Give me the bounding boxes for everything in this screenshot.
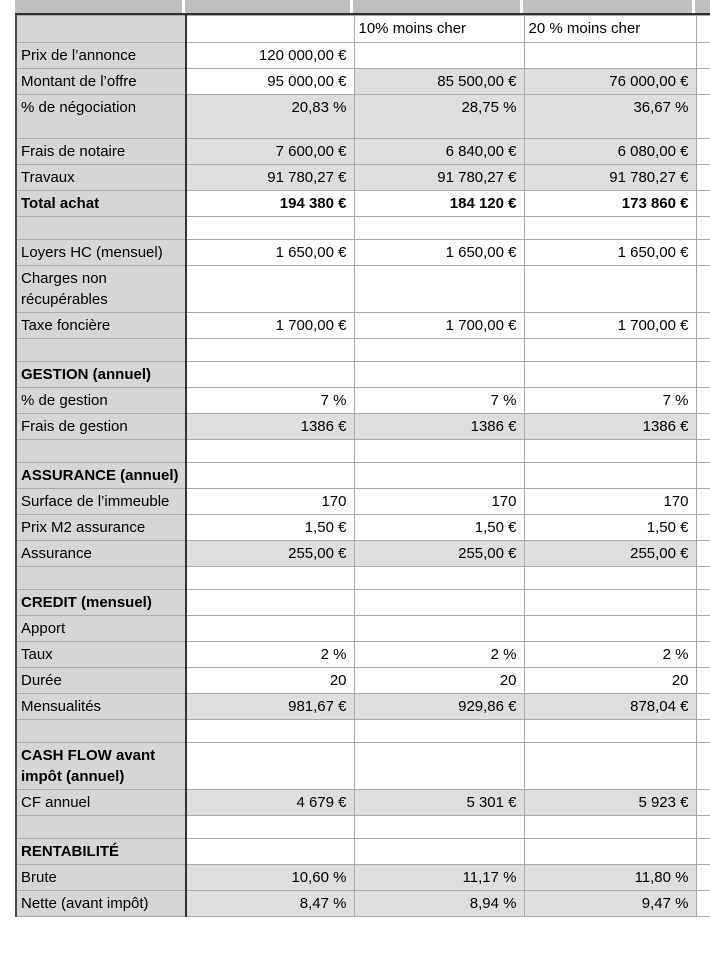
table-row <box>16 590 710 616</box>
table-row <box>16 240 710 266</box>
spacer-row <box>16 816 710 839</box>
value-cell[interactable] <box>186 816 354 839</box>
scenario-header-cell[interactable] <box>186 16 354 43</box>
cutoff-cell[interactable] <box>696 69 710 95</box>
row-label[interactable]: Brute <box>16 865 186 891</box>
cutoff-cell[interactable] <box>696 720 710 743</box>
value-cell[interactable]: 1 650,00 € <box>524 240 696 266</box>
value-cell[interactable]: 2 % <box>186 642 354 668</box>
value-cell[interactable]: 1 700,00 € <box>354 313 524 339</box>
value-cell[interactable]: 2 % <box>354 642 524 668</box>
cutoff-cell[interactable] <box>696 790 710 816</box>
value-cell[interactable]: 8,47 % <box>186 891 354 917</box>
value-cell[interactable] <box>354 743 524 790</box>
cutoff-cell[interactable] <box>696 668 710 694</box>
row-label[interactable]: GESTION (annuel) <box>16 362 186 388</box>
table-row <box>16 266 710 313</box>
value-cell[interactable]: 2 % <box>524 642 696 668</box>
value-cell[interactable]: 11,17 % <box>354 865 524 891</box>
row-label[interactable]: Frais de gestion <box>16 414 186 440</box>
value-cell[interactable]: 1 700,00 € <box>186 313 354 339</box>
value-cell[interactable] <box>186 567 354 590</box>
cutoff-cell[interactable] <box>696 541 710 567</box>
value-cell[interactable]: 184 120 € <box>354 191 524 217</box>
table-row <box>16 541 710 567</box>
scenario-header-cell[interactable]: 20 % moins cher <box>524 16 696 43</box>
value-cell[interactable]: 1 650,00 € <box>186 240 354 266</box>
cutoff-cell[interactable] <box>696 43 710 69</box>
table-row <box>16 165 710 191</box>
spacer-row <box>16 217 710 240</box>
row-label[interactable]: Taxe foncière <box>16 313 186 339</box>
cutoff-cell[interactable] <box>696 362 710 388</box>
row-label[interactable]: % de négociation <box>16 95 186 139</box>
value-cell[interactable] <box>354 43 524 69</box>
value-cell[interactable]: 8,94 % <box>354 891 524 917</box>
value-cell[interactable] <box>186 720 354 743</box>
cutoff-cell[interactable] <box>696 414 710 440</box>
table-row <box>16 362 710 388</box>
value-cell[interactable]: 6 840,00 € <box>354 139 524 165</box>
row-label[interactable]: Nette (avant impôt) <box>16 891 186 917</box>
cutoff-cell[interactable] <box>696 590 710 616</box>
value-cell[interactable] <box>186 362 354 388</box>
value-cell[interactable]: 255,00 € <box>186 541 354 567</box>
value-cell[interactable] <box>186 590 354 616</box>
table-row <box>16 743 710 790</box>
table-row <box>16 489 710 515</box>
value-cell[interactable] <box>186 217 354 240</box>
row-label[interactable]: Charges non récupérables <box>16 266 186 313</box>
value-cell[interactable]: 95 000,00 € <box>186 69 354 95</box>
value-cell[interactable] <box>524 743 696 790</box>
cutoff-cell[interactable] <box>696 440 710 463</box>
value-cell[interactable] <box>186 339 354 362</box>
value-cell[interactable]: 1 650,00 € <box>354 240 524 266</box>
value-cell[interactable] <box>354 463 524 489</box>
table-row <box>16 642 710 668</box>
row-label[interactable]: Prix M2 assurance <box>16 515 186 541</box>
row-label[interactable] <box>16 567 186 590</box>
value-cell[interactable]: 170 <box>354 489 524 515</box>
table-row <box>16 95 710 139</box>
row-label[interactable]: CF annuel <box>16 790 186 816</box>
value-cell[interactable] <box>524 616 696 642</box>
spacer-row <box>16 339 710 362</box>
value-cell[interactable] <box>354 362 524 388</box>
value-cell[interactable]: 194 380 € <box>186 191 354 217</box>
cutoff-cell[interactable] <box>696 191 710 217</box>
value-cell[interactable]: 6 080,00 € <box>524 139 696 165</box>
column-header-strip <box>15 0 710 15</box>
row-label[interactable]: Apport <box>16 616 186 642</box>
value-cell[interactable] <box>354 339 524 362</box>
cutoff-cell[interactable] <box>696 313 710 339</box>
value-cell[interactable]: 7 % <box>524 388 696 414</box>
value-cell[interactable]: 20 <box>524 668 696 694</box>
value-cell[interactable]: 7 600,00 € <box>186 139 354 165</box>
value-cell[interactable] <box>524 362 696 388</box>
value-cell[interactable]: 1,50 € <box>186 515 354 541</box>
cutoff-cell[interactable] <box>696 16 710 43</box>
cutoff-cell[interactable] <box>696 217 710 240</box>
row-label[interactable] <box>16 720 186 743</box>
table-row <box>16 891 710 917</box>
value-cell[interactable] <box>354 217 524 240</box>
value-cell[interactable]: 36,67 % <box>524 95 696 139</box>
value-cell[interactable] <box>524 816 696 839</box>
cutoff-cell[interactable] <box>696 489 710 515</box>
value-cell[interactable] <box>186 440 354 463</box>
cutoff-cell[interactable] <box>696 339 710 362</box>
column-stub-edge[interactable] <box>695 0 710 13</box>
scenario-table-body <box>16 16 710 917</box>
value-cell[interactable]: 7 % <box>186 388 354 414</box>
row-label[interactable] <box>16 816 186 839</box>
row-label[interactable] <box>16 440 186 463</box>
row-label[interactable]: Mensualités <box>16 694 186 720</box>
scenario-header-cell[interactable]: 10% moins cher <box>354 16 524 43</box>
row-label[interactable]: % de gestion <box>16 388 186 414</box>
value-cell[interactable]: 1,50 € <box>354 515 524 541</box>
value-cell[interactable] <box>186 266 354 313</box>
value-cell[interactable] <box>354 266 524 313</box>
cutoff-cell[interactable] <box>696 642 710 668</box>
table-row <box>16 388 710 414</box>
cutoff-cell[interactable] <box>696 139 710 165</box>
value-cell[interactable]: 1386 € <box>354 414 524 440</box>
spacer-row <box>16 720 710 743</box>
value-cell[interactable]: 20,83 % <box>186 95 354 139</box>
value-cell[interactable]: 120 000,00 € <box>186 43 354 69</box>
row-label[interactable]: Travaux <box>16 165 186 191</box>
table-row <box>16 414 710 440</box>
spacer-row <box>16 440 710 463</box>
value-cell[interactable]: 28,75 % <box>354 95 524 139</box>
row-label[interactable]: Taux <box>16 642 186 668</box>
row-label[interactable]: Assurance <box>16 541 186 567</box>
value-cell[interactable] <box>354 616 524 642</box>
value-cell[interactable]: 10,60 % <box>186 865 354 891</box>
value-cell[interactable]: 255,00 € <box>524 541 696 567</box>
cutoff-cell[interactable] <box>696 694 710 720</box>
value-cell[interactable]: 1,50 € <box>524 515 696 541</box>
value-cell[interactable]: 9,47 % <box>524 891 696 917</box>
row-label[interactable]: ASSURANCE (annuel) <box>16 463 186 489</box>
value-cell[interactable]: 981,67 € <box>186 694 354 720</box>
value-cell[interactable] <box>186 463 354 489</box>
cutoff-cell[interactable] <box>696 743 710 790</box>
value-cell[interactable]: 91 780,27 € <box>354 165 524 191</box>
row-label[interactable]: CREDIT (mensuel) <box>16 590 186 616</box>
corner-cell[interactable] <box>16 16 186 43</box>
cutoff-cell[interactable] <box>696 839 710 865</box>
value-cell[interactable] <box>524 567 696 590</box>
value-cell[interactable]: 11,80 % <box>524 865 696 891</box>
cutoff-cell[interactable] <box>696 463 710 489</box>
value-cell[interactable] <box>524 339 696 362</box>
cutoff-cell[interactable] <box>696 388 710 414</box>
value-cell[interactable]: 5 923 € <box>524 790 696 816</box>
value-cell[interactable] <box>524 43 696 69</box>
value-cell[interactable] <box>524 463 696 489</box>
value-cell[interactable] <box>354 590 524 616</box>
value-cell[interactable]: 1386 € <box>524 414 696 440</box>
cutoff-cell[interactable] <box>696 266 710 313</box>
value-cell[interactable]: 76 000,00 € <box>524 69 696 95</box>
value-cell[interactable] <box>354 839 524 865</box>
cutoff-cell[interactable] <box>696 95 710 139</box>
value-cell[interactable] <box>524 440 696 463</box>
table-row <box>16 694 710 720</box>
value-cell[interactable]: 173 860 € <box>524 191 696 217</box>
cutoff-cell[interactable] <box>696 567 710 590</box>
table-row <box>16 865 710 891</box>
cutoff-cell[interactable] <box>696 515 710 541</box>
column-stub-base[interactable] <box>185 0 353 13</box>
value-cell[interactable]: 5 301 € <box>354 790 524 816</box>
value-cell[interactable]: 4 679 € <box>186 790 354 816</box>
value-cell[interactable]: 20 <box>354 668 524 694</box>
row-label[interactable]: Loyers HC (mensuel) <box>16 240 186 266</box>
row-label[interactable]: Frais de notaire <box>16 139 186 165</box>
table-row <box>16 839 710 865</box>
row-label[interactable] <box>16 217 186 240</box>
table-row <box>16 790 710 816</box>
column-stub-label[interactable] <box>15 0 185 13</box>
value-cell[interactable] <box>354 816 524 839</box>
spacer-row <box>16 567 710 590</box>
table-row <box>16 313 710 339</box>
value-cell[interactable] <box>186 616 354 642</box>
cutoff-cell[interactable] <box>696 616 710 642</box>
value-cell[interactable]: 170 <box>524 489 696 515</box>
row-label[interactable]: Surface de l’immeuble <box>16 489 186 515</box>
row-label[interactable]: Total achat <box>16 191 186 217</box>
value-cell[interactable]: 878,04 € <box>524 694 696 720</box>
cutoff-cell[interactable] <box>696 865 710 891</box>
cutoff-cell[interactable] <box>696 165 710 191</box>
cutoff-cell[interactable] <box>696 891 710 917</box>
value-cell[interactable] <box>524 217 696 240</box>
value-cell[interactable]: 1386 € <box>186 414 354 440</box>
scenario-header-row <box>16 16 710 43</box>
value-cell[interactable] <box>186 839 354 865</box>
table-row <box>16 463 710 489</box>
cutoff-cell[interactable] <box>696 240 710 266</box>
table-row <box>16 191 710 217</box>
row-label[interactable]: Prix de l’annonce <box>16 43 186 69</box>
value-cell[interactable]: 91 780,27 € <box>524 165 696 191</box>
value-cell[interactable] <box>354 720 524 743</box>
value-cell[interactable]: 85 500,00 € <box>354 69 524 95</box>
column-stub-10pct[interactable] <box>353 0 523 13</box>
value-cell[interactable] <box>524 839 696 865</box>
table-row <box>16 69 710 95</box>
scenario-table <box>15 15 710 917</box>
value-cell[interactable] <box>524 720 696 743</box>
value-cell[interactable]: 7 % <box>354 388 524 414</box>
value-cell[interactable] <box>186 743 354 790</box>
table-row <box>16 668 710 694</box>
row-label[interactable] <box>16 339 186 362</box>
row-label[interactable]: Montant de l’offre <box>16 69 186 95</box>
value-cell[interactable] <box>354 567 524 590</box>
table-row <box>16 616 710 642</box>
row-label[interactable]: Durée <box>16 668 186 694</box>
value-cell[interactable] <box>354 440 524 463</box>
value-cell[interactable] <box>524 590 696 616</box>
value-cell[interactable]: 929,86 € <box>354 694 524 720</box>
table-row <box>16 43 710 69</box>
row-label[interactable]: CASH FLOW avant impôt (annuel) <box>16 743 186 790</box>
value-cell[interactable]: 1 700,00 € <box>524 313 696 339</box>
value-cell[interactable]: 255,00 € <box>354 541 524 567</box>
value-cell[interactable]: 20 <box>186 668 354 694</box>
value-cell[interactable]: 170 <box>186 489 354 515</box>
value-cell[interactable] <box>524 266 696 313</box>
column-stub-20pct[interactable] <box>523 0 695 13</box>
table-row <box>16 139 710 165</box>
row-label[interactable]: RENTABILITÉ <box>16 839 186 865</box>
value-cell[interactable]: 91 780,27 € <box>186 165 354 191</box>
table-row <box>16 515 710 541</box>
cutoff-cell[interactable] <box>696 816 710 839</box>
